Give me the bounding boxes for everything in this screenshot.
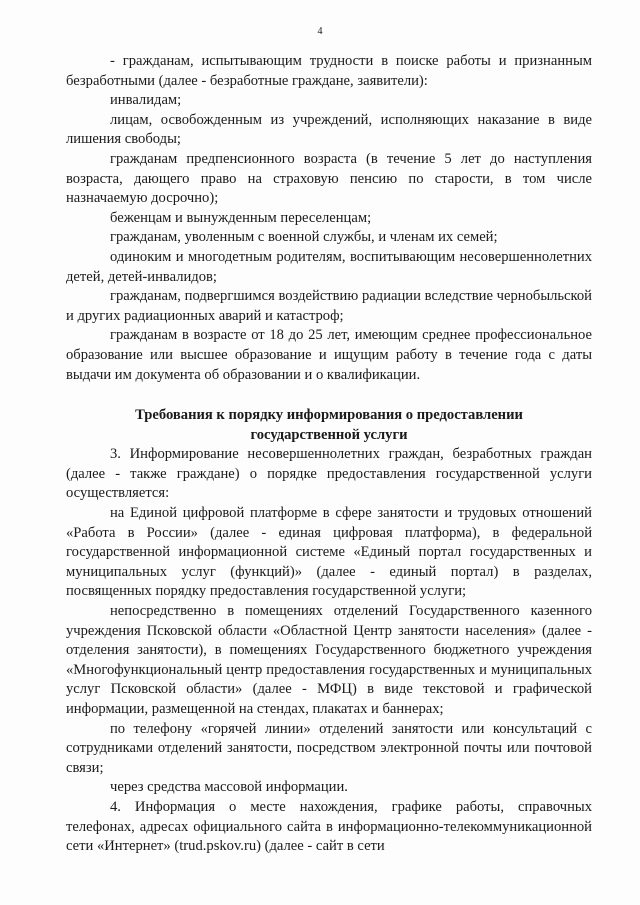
section-heading bbox=[66, 406, 592, 445]
document-body bbox=[66, 52, 592, 857]
list-item-military: гражданам, уволенным с военной службы, и членам их семей; bbox=[110, 229, 498, 246]
list-item-parents: одиноким и многодетным родителям, воспитывающим несовершеннолетних детей, детей-инвалидов; bbox=[66, 248, 592, 285]
paragraph-mass-media: через средства массовой информации. bbox=[110, 779, 348, 796]
section-heading-line-1: Требования к порядку информирования о предоставлении bbox=[135, 407, 523, 424]
page-number: 4 bbox=[317, 26, 323, 37]
paragraph-unemployed-intro: - гражданам, испытывающим трудности в поиске работы и признанным безработными (далее - безработные граждане, заявители): bbox=[66, 53, 592, 89]
list-item-radiation: гражданам, подвергшимся воздействию радиации вследствие чернобыльской и других радиационных аварий и катастроф; bbox=[66, 288, 592, 324]
list-item-refugees: беженцам и вынужденным переселенцам; bbox=[110, 209, 372, 226]
paragraph-4-location-info: 4. Информация о месте нахождения, графике работы, справочных телефонах, адресах официального сайта в информационно-телекоммуникационной сети «Интернет» (trud.pskov.ru) (далее - сайт в сети bbox=[66, 798, 592, 855]
paragraph-offices: непосредственно в помещениях отделений Государственного казенного учреждения Псковской области «Областной Центр занятости населения» (далее - отделения занятости), в помещениях Государственного бюджетного учреждения «Многофункциональный центр предоставления государственных и муниципальных услуг Псковской области» (далее - МФЦ) в виде текстовой и графической информации, размещенной на стендах, плакатах и баннерах; bbox=[66, 603, 592, 717]
list-item-young-graduates: гражданам в возрасте от 18 до 25 лет, имеющим среднее профессиональное образование или высшее образование и ищущим работу в течение года с даты выдачи им документа об образовании и о квалификации. bbox=[66, 327, 592, 383]
list-item-released: лицам, освобожденным из учреждений, исполняющих наказание в виде лишения свободы; bbox=[66, 111, 592, 148]
paragraph-hotline: по телефону «горячей линии» отделений занятости или консультаций с сотрудниками отделений занятости, посредством электронной почты или почтовой связи; bbox=[66, 720, 592, 776]
section-heading-line-2: государственной услуги bbox=[250, 426, 408, 443]
list-item-disabled: инвалидам; bbox=[110, 92, 182, 109]
paragraph-3-informing: 3. Информирование несовершеннолетних граждан, безработных граждан (далее - также граждане) о порядке предоставления государственной услуги осуществляется: bbox=[66, 446, 592, 502]
list-item-prepension: гражданам предпенсионного возраста (в течение 5 лет до наступления возраста, дающего право на страховую пенсию по старости, в том числе назначаемую досрочно); bbox=[66, 150, 592, 207]
paragraph-digital-platform: на Единой цифровой платформе в сфере занятости и трудовых отношений «Работа в России» (далее - единая цифровая платформа), в федеральной государственной информационной системе «Единый портал государственных и муниципальных услуг (функций)» (далее - единый портал) в разделах, посвященных порядку предоставления государственной услуги; bbox=[66, 505, 592, 600]
